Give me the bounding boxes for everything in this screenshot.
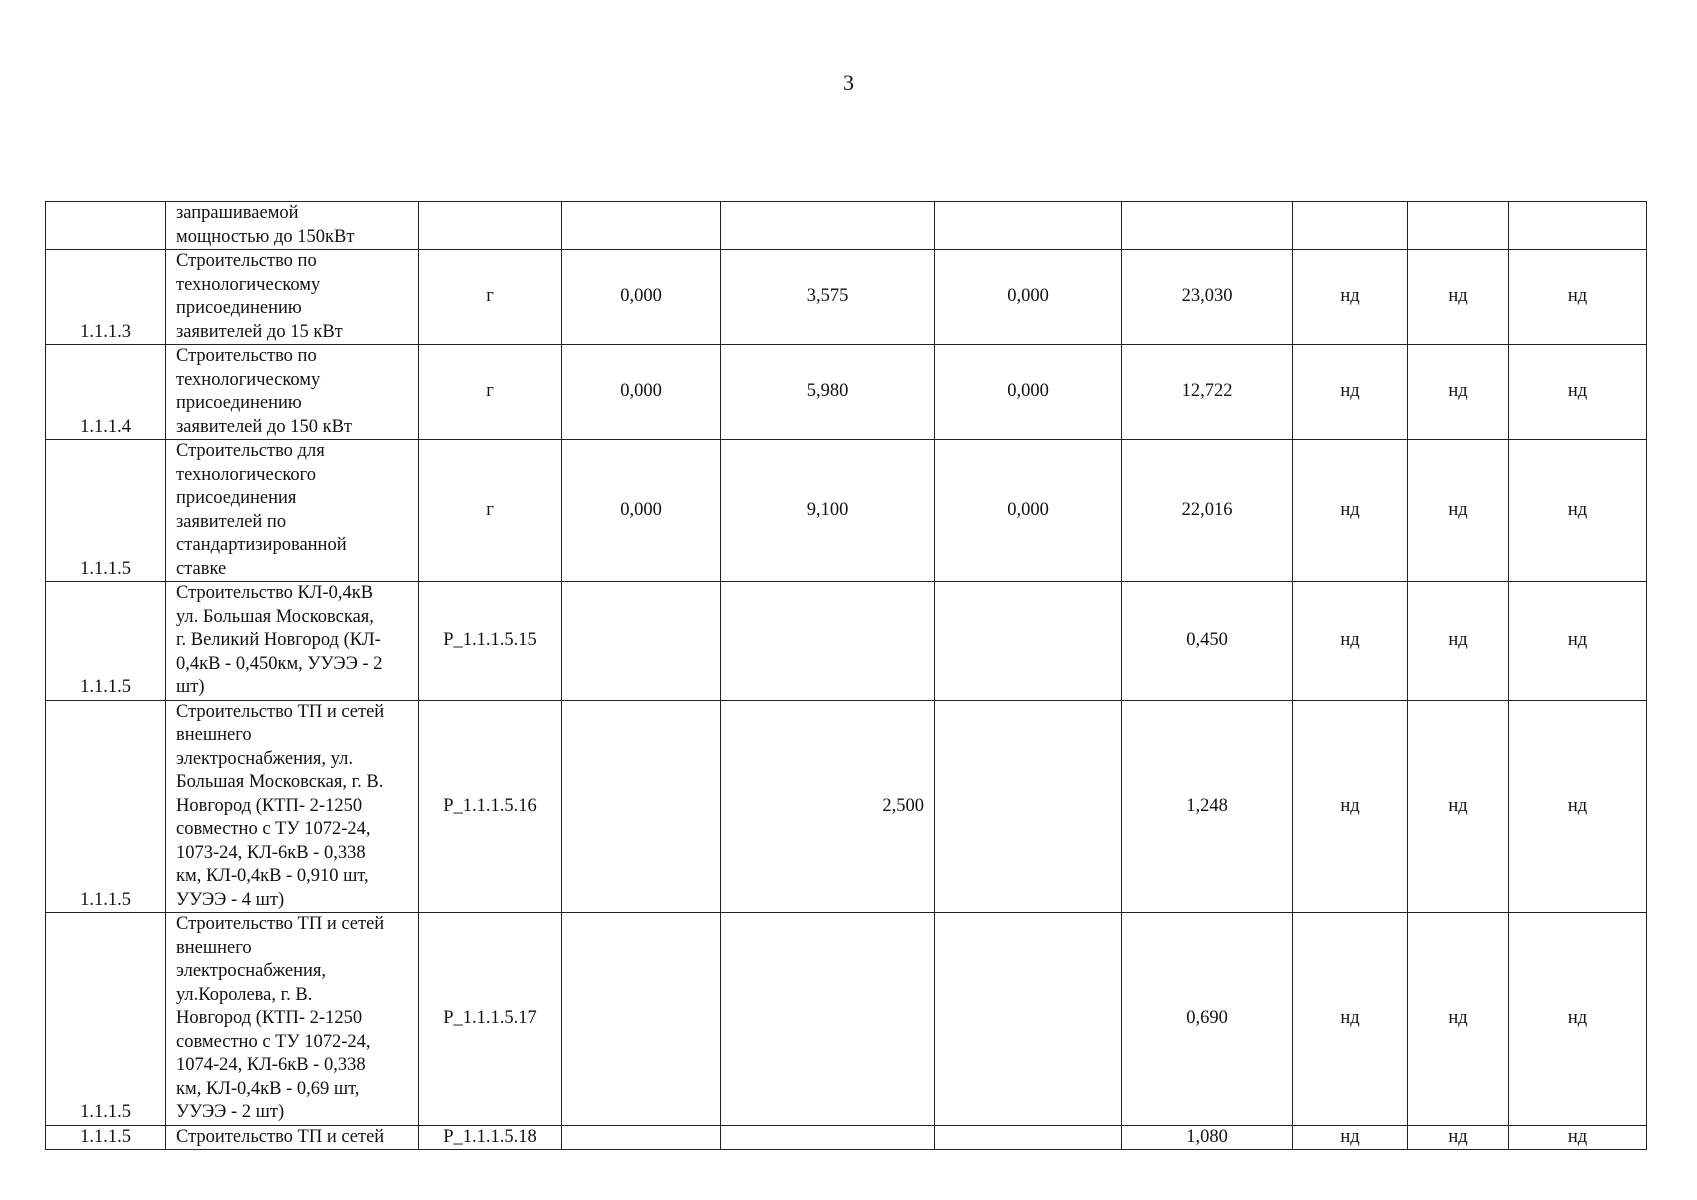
description-cell (166, 700, 419, 913)
description-line: Новгород (КТП- 2-1250 (176, 1008, 363, 1028)
value-cell-1: 0,000 (562, 345, 721, 440)
value-cell-3 (935, 913, 1122, 1126)
description-line: стандартизированной (176, 535, 347, 555)
value-cell-1: 0,000 (562, 440, 721, 582)
description-line: Строительство ТП и сетей (176, 701, 385, 722)
description-line: ул.Королева, г. В. (176, 984, 313, 1005)
row-number-cell: 1.1.1.3 (46, 250, 166, 345)
description-line: технологическому (176, 274, 321, 295)
description-line: км, КЛ-0,4кВ - 0,69 шт, (176, 1078, 360, 1099)
description-line: Строительство КЛ-0,4кВ (176, 583, 374, 603)
status-cell-2: нд (1408, 345, 1509, 440)
description-line: заявителей до 15 кВт (176, 321, 343, 342)
value-cell-4: 22,016 (1122, 440, 1293, 582)
status-cell-2: нд (1408, 1125, 1509, 1150)
description-cell (166, 250, 419, 345)
description-line: запрашиваемой (176, 203, 299, 223)
description-line: Строительство для (176, 441, 325, 461)
row-number-cell: 1.1.1.4 (46, 345, 166, 440)
row-number-cell: 1.1.1.5 (46, 582, 166, 701)
table-row (46, 582, 1647, 701)
value-cell-4: 12,722 (1122, 345, 1293, 440)
description-cell (166, 202, 419, 250)
description-line: Большая Московская, г. В. (176, 772, 384, 792)
value-cell-2 (721, 202, 935, 250)
description-line: присоединения (176, 488, 297, 508)
value-cell-1 (562, 1125, 721, 1150)
description-line: УУЭЭ - 2 шт) (176, 1102, 285, 1122)
status-cell-3: нд (1509, 1125, 1647, 1150)
status-cell-3: нд (1509, 913, 1647, 1126)
description-line: внешнего (176, 937, 252, 958)
value-cell-1 (562, 202, 721, 250)
description-line: присоединению (176, 298, 302, 318)
description-line: мощностью до 150кВт (176, 226, 355, 247)
description-line: электроснабжения, ул. (176, 748, 353, 769)
row-number-cell: 1.1.1.5 (46, 1125, 166, 1150)
status-cell-2: нд (1408, 700, 1509, 913)
description-cell (166, 345, 419, 440)
description-cell (166, 582, 419, 701)
table-row (46, 345, 1647, 440)
value-cell-2: 5,980 (721, 345, 935, 440)
value-cell-3 (935, 582, 1122, 701)
value-cell-1 (562, 913, 721, 1126)
description-line: заявителей до 150 кВт (176, 416, 353, 437)
description-line: ул. Большая Московская, (176, 606, 374, 627)
table-row (46, 913, 1647, 1126)
code-cell: P_1.1.1.5.16 (419, 700, 562, 913)
description-line: ставке (176, 558, 227, 579)
status-cell-2: нд (1408, 582, 1509, 701)
description-line: УУЭЭ - 4 шт) (176, 889, 285, 910)
value-cell-1: 0,000 (562, 250, 721, 345)
description-line: шт) (176, 677, 205, 697)
value-cell-4 (1122, 202, 1293, 250)
status-cell-1: нд (1293, 1125, 1408, 1150)
description-line: внешнего (176, 725, 252, 745)
value-cell-2 (721, 913, 935, 1126)
description-line: Новгород (КТП- 2-1250 (176, 795, 363, 816)
row-number-cell: 1.1.1.5 (46, 913, 166, 1126)
description-line: технологическому (176, 369, 321, 390)
row-number-cell: 1.1.1.5 (46, 700, 166, 913)
value-cell-2: 3,575 (721, 250, 935, 345)
value-cell-2: 2,500 (721, 700, 935, 913)
status-cell-2: нд (1408, 250, 1509, 345)
code-cell: P_1.1.1.5.18 (419, 1125, 562, 1150)
value-cell-3 (935, 202, 1122, 250)
description-line: совместно с ТУ 1072-24, (176, 819, 371, 839)
description-line: Строительство ТП и сетей (176, 914, 385, 934)
status-cell-1: нд (1293, 700, 1408, 913)
value-cell-3: 0,000 (935, 440, 1122, 582)
page-number: 3 (843, 70, 854, 95)
value-cell-2 (721, 1125, 935, 1150)
status-cell-3: нд (1509, 250, 1647, 345)
code-cell: P_1.1.1.5.17 (419, 913, 562, 1126)
value-cell-2: 9,100 (721, 440, 935, 582)
value-cell-2 (721, 582, 935, 701)
status-cell-1 (1293, 202, 1408, 250)
table-body (46, 202, 1647, 1150)
description-line: Строительство по (176, 251, 317, 271)
status-cell-2: нд (1408, 913, 1509, 1126)
value-cell-1 (562, 582, 721, 701)
status-cell-1: нд (1293, 440, 1408, 582)
code-cell: г (419, 440, 562, 582)
status-cell-3 (1509, 202, 1647, 250)
status-cell-1: нд (1293, 345, 1408, 440)
status-cell-2: нд (1408, 440, 1509, 582)
value-cell-4: 23,030 (1122, 250, 1293, 345)
description-cell (166, 913, 419, 1126)
description-line: присоединению (176, 393, 302, 413)
value-cell-4: 1,248 (1122, 700, 1293, 913)
description-line: Строительство по (176, 346, 317, 366)
status-cell-1: нд (1293, 582, 1408, 701)
table-row (46, 1125, 1647, 1150)
status-cell-3: нд (1509, 440, 1647, 582)
description-line: технологического (176, 464, 317, 485)
value-cell-1 (562, 700, 721, 913)
table-row (46, 700, 1647, 913)
investment-table (45, 201, 1647, 1150)
row-number-cell (46, 202, 166, 250)
value-cell-3 (935, 700, 1122, 913)
value-cell-4: 1,080 (1122, 1125, 1293, 1150)
status-cell-3: нд (1509, 345, 1647, 440)
status-cell-3: нд (1509, 582, 1647, 701)
description-cell (166, 440, 419, 582)
value-cell-4: 0,450 (1122, 582, 1293, 701)
description-cell (166, 1125, 419, 1150)
status-cell-2 (1408, 202, 1509, 250)
status-cell-1: нд (1293, 913, 1408, 1126)
description-line: заявителей по (176, 511, 287, 532)
code-cell: г (419, 345, 562, 440)
description-line: совместно с ТУ 1072-24, (176, 1031, 371, 1052)
description-line: 0,4кВ - 0,450км, УУЭЭ - 2 (176, 653, 383, 674)
description-line: км, КЛ-0,4кВ - 0,910 шт, (176, 866, 369, 886)
code-cell (419, 202, 562, 250)
value-cell-3: 0,000 (935, 345, 1122, 440)
description-line: Строительство ТП и сетей (176, 1126, 385, 1147)
description-line: 1073-24, КЛ-6кВ - 0,338 (176, 842, 366, 863)
description-line: электроснабжения, (176, 961, 327, 981)
table-row (46, 250, 1647, 345)
row-number-cell: 1.1.1.5 (46, 440, 166, 582)
value-cell-3: 0,000 (935, 250, 1122, 345)
table-row (46, 202, 1647, 250)
status-cell-3: нд (1509, 700, 1647, 913)
value-cell-4: 0,690 (1122, 913, 1293, 1126)
code-cell: P_1.1.1.5.15 (419, 582, 562, 701)
description-line: 1074-24, КЛ-6кВ - 0,338 (176, 1055, 366, 1075)
code-cell: г (419, 250, 562, 345)
table-row (46, 440, 1647, 582)
description-line: г. Великий Новгород (КЛ- (176, 630, 381, 650)
status-cell-1: нд (1293, 250, 1408, 345)
value-cell-3 (935, 1125, 1122, 1150)
